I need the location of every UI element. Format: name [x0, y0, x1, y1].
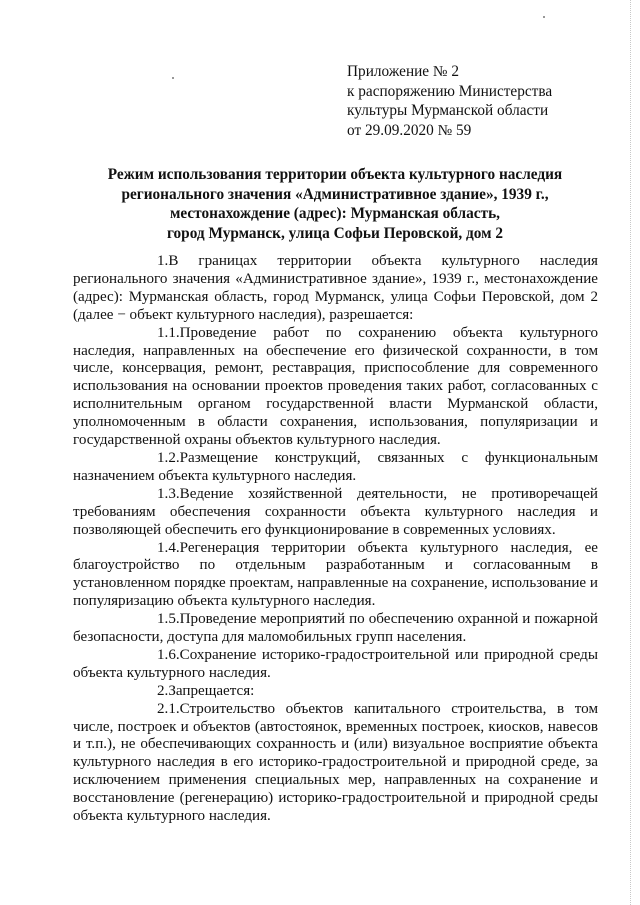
- paragraph-number: 1.5.: [157, 611, 180, 628]
- paragraph-1-4: [73, 540, 598, 612]
- paragraph-text: Запрещается:: [168, 682, 255, 699]
- appendix-line: культуры Мурманской области: [347, 102, 549, 119]
- paragraph-number: 1.6.: [157, 646, 180, 663]
- paragraph-1: [73, 253, 598, 325]
- appendix-line: от 29.09.2020 № 59: [347, 121, 472, 139]
- title-line: регионального значения «Административное здание», 1939 г.,: [121, 185, 549, 203]
- paragraph-1-6: [73, 647, 598, 683]
- paragraph-2: [73, 683, 598, 701]
- paragraph-text: Строительство объектов капитального строительства, в том числе, построек и объектов (автостоянок, временных построек, киосков, навесов и т.п.), не обеспечивающих сохранность и (или) визуальное восприятие объекта культурного наследия в его историко-градостроительной и природной среде, за исключением применения специальных мер, направленных на сохранение и восстановление (регенерацию) историко-градостроительной и природной среды объекта культурного наследия.: [73, 700, 598, 825]
- title-line: город Мурманск, улица Софьи Перовской, дом 2: [166, 224, 504, 242]
- paragraph-number: 2.: [157, 682, 169, 699]
- title-line: местонахождение (адрес): Мурманская область,: [170, 205, 500, 222]
- appendix-block: [347, 62, 552, 140]
- document-body: [73, 253, 598, 826]
- document-title: [70, 165, 600, 243]
- page-edge-line: [630, 0, 631, 905]
- paragraph-text: Сохранение историко-градостроительной или природной среды объекта культурного наследия.: [73, 646, 598, 681]
- paragraph-text: Размещение конструкций, связанных с функциональным назначением объекта культурного наследия.: [73, 449, 598, 484]
- paragraph-text: Проведение работ по сохранению объекта культурного наследия, направленных на обеспечение его физической сохранности, в том числе, консервация, ремонт, реставрация, приспособление для современного использования на основании проектов проведения таких работ, согласованных с исполнительным органом государственной власти Мурманской области, уполномоченным в области сохранения, использования, популяризации и государственной охраны объектов культурного наследия.: [73, 324, 598, 449]
- paragraph-number: 1.4.: [157, 539, 180, 556]
- paragraph-number: 1.1.: [157, 324, 180, 341]
- paragraph-1-2: [73, 450, 598, 486]
- paragraph-1-3: [73, 486, 598, 540]
- paragraph-number: 2.1.: [157, 700, 180, 717]
- paragraph-text: В границах территории объекта культурного наследия регионального значения «Административное здание», 1939 г., местонахождение (адрес): Мурманская область, город Мурманск, улица Софьи Перовской, дом 2 (далее − объект культурного наследия), разрешается:: [73, 253, 598, 323]
- paragraph-text: Регенерация территории объекта культурного наследия, ее благоустройство по отдельным разработанным и согласованным в установленном порядке проектам, направленные на сохранение, использование и популяризацию объекта культурного наследия.: [73, 539, 598, 610]
- paragraph-text: Проведение мероприятий по обеспечению охранной и пожарной безопасности, доступа для маломобильных групп населения.: [73, 611, 598, 646]
- scan-speck: [172, 77, 174, 79]
- paragraph-1-1: [73, 325, 598, 450]
- appendix-line: к распоряжению Министерства: [347, 82, 553, 100]
- scan-speck: [543, 16, 545, 18]
- paragraph-number: 1.: [157, 253, 169, 269]
- appendix-line: Приложение № 2: [347, 63, 459, 80]
- paragraph-2-1: [73, 701, 598, 826]
- paragraph-1-5: [73, 611, 598, 647]
- paragraph-text: Ведение хозяйственной деятельности, не противоречащей требованиям обеспечения сохранности объекта культурного наследия и позволяющей обеспечить его функционирование в современных условиях.: [73, 485, 598, 538]
- paragraph-number: 1.2.: [157, 449, 180, 466]
- paragraph-number: 1.3.: [157, 485, 180, 502]
- title-line: Режим использования территории объекта культурного наследия: [107, 166, 563, 183]
